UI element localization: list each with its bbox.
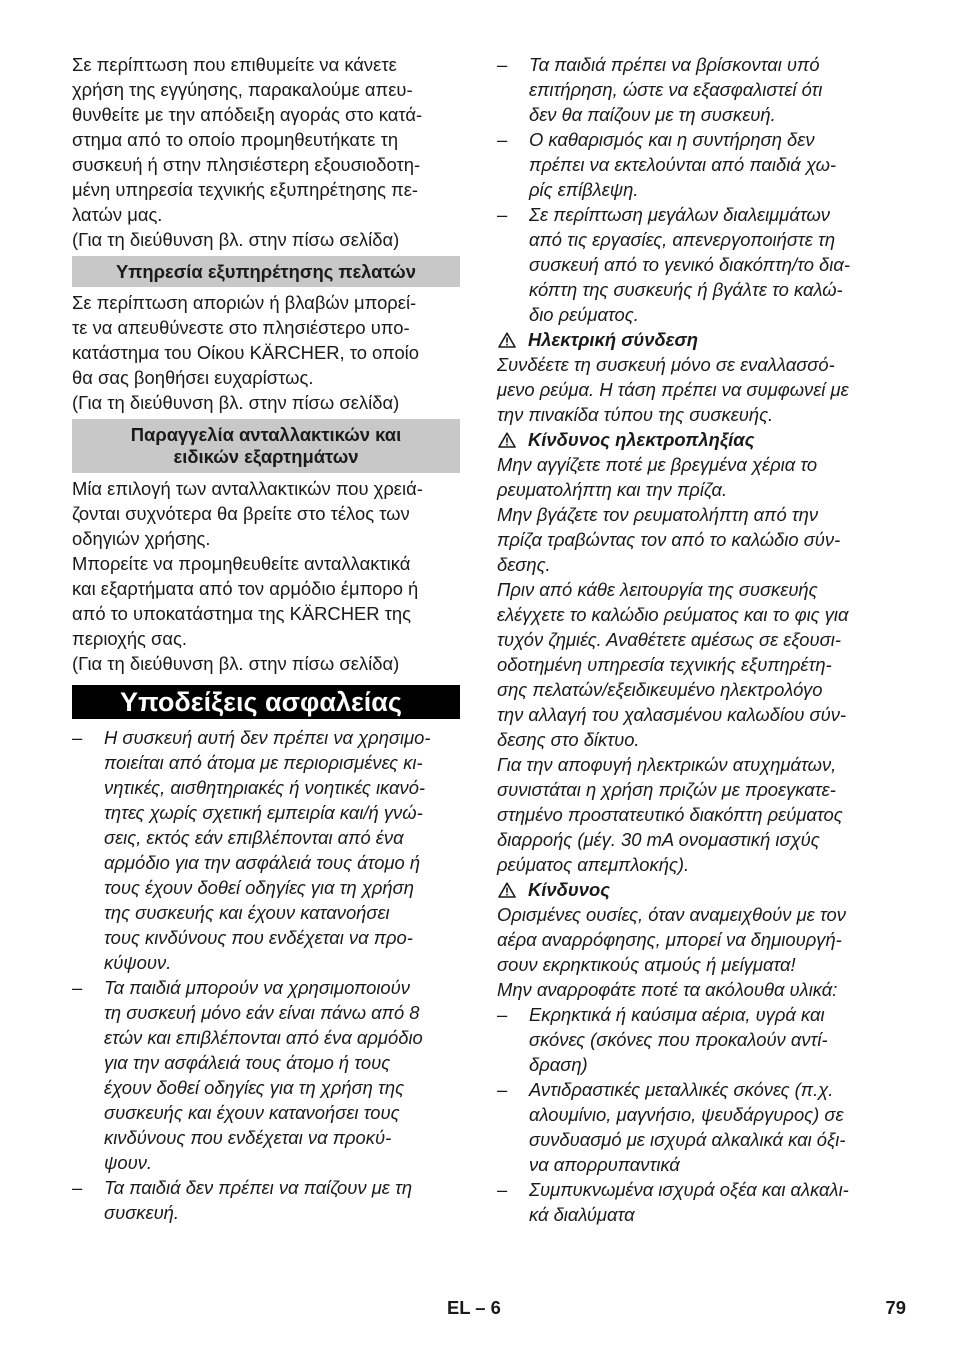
spare-parts-text-1: Μία επιλογή των ανταλλακτικών που χρειά- ζονται συχνότερα θα βρείτε στο τέλος των οδηγιών χρήσης. <box>72 478 423 549</box>
list-item <box>497 52 889 127</box>
list-item-text: Αντιδραστικές μεταλλικές σκόνες (π.χ. αλουμίνιο, μαγνήσιο, ψευδάργυρος) σε συνδυασμό με ισχυρά αλκαλικά και όξι- να απορρυπαντικά <box>529 1079 846 1175</box>
dash-marker: – <box>497 54 508 75</box>
heading-text: Κίνδυνος ηλεκτροπληξίας <box>528 429 755 450</box>
danger-text-1: Ορισμένες ουσίες, όταν αναμειχθούν με τον αέρα αναρρόφησης, μπορεί να δημιουργή- σουν εκρηκτικούς ατμούς ή μείγματα! <box>497 904 846 975</box>
shock-hazard-heading <box>497 427 889 452</box>
electrical-connection-heading <box>497 327 889 352</box>
footer-section-label: EL – 6 <box>447 1297 501 1318</box>
spare-parts-heading: Παραγγελία ανταλλακτικών και ειδικών εξαρτημάτων <box>72 419 460 473</box>
list-item <box>72 725 460 975</box>
shock-text-4: Για την αποφυγή ηλεκτρικών ατυχημάτων, συνιστάται η χρήση πριζών με προεγκατε- στημένο προστατευτικό διακόπτη ρεύματος διαρροής (μέγ. 30 mA ονομαστική ισχύς ρεύματος απεμπλοκής). <box>497 754 843 875</box>
list-item-text: Σε περίπτωση μεγάλων διαλειμμάτων από τις εργασίες, απενεργοποιήστε τη συσκευή από το γενικό διακόπτη/το δια- κόπτη της συσκευής ή βγάλτε το καλώ- διο ρεύματος. <box>529 204 850 325</box>
shock-text-1: Μην αγγίζετε ποτέ με βρεγμένα χέρια το ρευματολήπτη και την πρίζα. <box>497 454 818 500</box>
list-item <box>497 1177 889 1227</box>
dash-marker: – <box>497 1079 508 1100</box>
dash-marker: – <box>497 129 508 150</box>
list-item-text: Ο καθαρισμός και η συντήρηση δεν πρέπει να εκτελούνται από παιδιά χω- ρίς επίβλεψη. <box>529 129 837 200</box>
list-item-text: Η συσκευή αυτή δεν πρέπει να χρησιμο- ποιείται από άτομα με περιορισμένες κι- νητικές, αισθητηριακές ή νοητικές ικανό- τητες χωρίς σχετική εμπειρία και/ή γνώ- σεις, εκτός εάν επιβλέπονται από ένα αρμόδιο για την ασφάλειά τους άτομο ή τους έχουν δοθεί οδηγίες για τη χρήση της συσκευής και έχουν κατανοήσει τους κινδύνους που ενδέχεται να προ- κύψουν. <box>104 727 431 973</box>
list-item-text: Τα παιδιά δεν πρέπει να παίζουν με τη συσκευή. <box>104 1177 413 1223</box>
warning-triangle-icon <box>498 332 516 348</box>
spare-parts-text-2: Μπορείτε να προμηθευθείτε ανταλλακτικά και εξαρτήματα από τον αρμόδιο έμπορο ή από το υποκατάστημα της KÄRCHER της περιοχής σας. <box>72 553 419 649</box>
dash-marker: – <box>497 1179 508 1200</box>
dash-marker: – <box>497 1004 508 1025</box>
list-item <box>72 975 460 1175</box>
warning-triangle-icon <box>498 882 516 898</box>
customer-service-text: Σε περίπτωση αποριών ή βλαβών μπορεί- τε να απευθύνεστε στο πλησιέστερο υπο- κατάστημα του Οίκου KÄRCHER, το οποίο θα σας βοηθήσει ευχαρίστως. <box>72 292 419 388</box>
left-column <box>72 52 460 1225</box>
danger-text-2: Μην αναρροφάτε ποτέ τα ακόλουθα υλικά: <box>497 979 838 1000</box>
spare-parts-address: (Για τη διεύθυνση βλ. στην πίσω σελίδα) <box>72 653 400 674</box>
dash-marker: – <box>72 977 83 998</box>
customer-service-address: (Για τη διεύθυνση βλ. στην πίσω σελίδα) <box>72 392 400 413</box>
list-item-text: Τα παιδιά μπορούν να χρησιμοποιούν τη συσκευή μόνο εάν είναι πάνω από 8 ετών και επιβλέπονται από ένα αρμόδιο για την ασφάλειά τους άτομο ή τους έχουν δοθεί οδηγίες για τη χρήση της συσκευής και έχουν κατανοήσει τους κινδύνους που ενδέχεται να προκύ- ψουν. <box>104 977 423 1173</box>
electrical-text: Συνδέετε τη συσκευή μόνο σε εναλλασσό- μενο ρεύμα. Η τάση πρέπει να συμφωνεί με την πινακίδα τύπου της συσκευής. <box>497 354 849 425</box>
dash-marker: – <box>497 204 508 225</box>
list-item <box>72 1175 460 1225</box>
list-item <box>497 202 889 327</box>
list-item <box>497 1077 889 1177</box>
right-column <box>497 52 889 1227</box>
warranty-address: (Για τη διεύθυνση βλ. στην πίσω σελίδα) <box>72 229 400 250</box>
heading-text: Ηλεκτρική σύνδεση <box>528 329 698 350</box>
page-number: 79 <box>885 1297 906 1318</box>
list-item <box>497 1002 889 1077</box>
heading-text: Κίνδυνος <box>528 879 610 900</box>
danger-heading <box>497 877 889 902</box>
customer-service-heading: Υπηρεσία εξυπηρέτησης πελατών <box>72 256 460 287</box>
shock-text-2: Μην βγάζετε τον ρευματολήπτη από την πρίζα τραβώντας τον από το καλώδιο σύν- δεσης. <box>497 504 841 575</box>
warranty-text: Σε περίπτωση που επιθυμείτε να κάνετε χρήση της εγγύησης, παρακαλούμε απευ- θυνθείτε με την απόδειξη αγοράς στο κατά- στημα από το οποίο προμηθευτήκατε τη συσκευή ή στην πλησιέστερη εξουσιοδοτη- μένη υπηρεσία τεχνικής εξυπηρέτησης πε- λατών μας. <box>72 54 423 225</box>
list-item-text: Εκρηκτικά ή καύσιμα αέρια, υγρά και σκόνες (σκόνες που προκαλούν αντί- δραση) <box>529 1004 828 1075</box>
safety-instructions-title: Υποδείξεις ασφαλείας <box>72 685 460 719</box>
dash-marker: – <box>72 1177 83 1198</box>
shock-text-3: Πριν από κάθε λειτουργία της συσκευής ελέγχετε το καλώδιο ρεύματος και το φις για τυχόν ζημιές. Αναθέτετε αμέσως σε εξουσι- οδοτημένη υπηρεσία τεχνικής εξυπηρέτη- σης πελατών/εξειδικευμένο ηλεκτρολόγο την αλλαγή του χαλασμένου καλωδίου σύν- δεσης στο δίκτυο. <box>497 579 849 750</box>
dash-marker: – <box>72 727 83 748</box>
list-item <box>497 127 889 202</box>
warning-triangle-icon <box>498 432 516 448</box>
list-item-text: Συμπυκνωμένα ισχυρά οξέα και αλκαλι- κά διαλύματα <box>529 1179 849 1225</box>
list-item-text: Τα παιδιά πρέπει να βρίσκονται υπό επιτήρηση, ώστε να εξασφαλιστεί ότι δεν θα παίζουν με τη συσκευή. <box>529 54 823 125</box>
